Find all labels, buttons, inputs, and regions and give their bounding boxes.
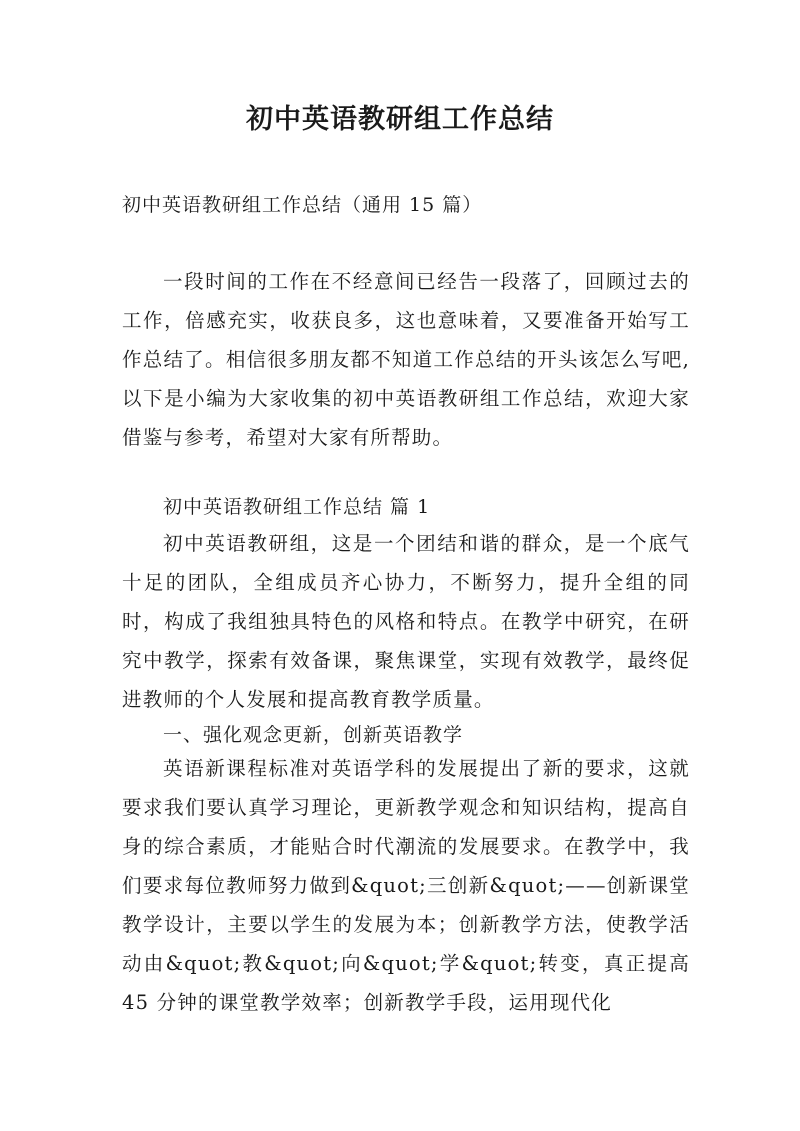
document-title: 初中英语教研组工作总结	[246, 104, 554, 135]
section-paragraph-1: 初中英语教研组，这是一个团结和谐的群众，是一个底气十足的团队，全组成员齐心协力，不断努力，提升全组的同时，构成了我组独具特色的风格和特点。在教学中研究，在研究中教学，探索有效备课，聚焦课堂，实现有效教学，最终促进教师的个人发展和提高教育教学质量。	[122, 532, 690, 711]
section-heading-one: 一、强化观念更新，创新英语教学	[163, 724, 464, 746]
intro-paragraph: 一段时间的工作在不经意间已经告一段落了，回顾过去的工作，倍感充实，收获良多，这也意味着，又要准备开始写工作总结了。相信很多朋友都不知道工作总结的开头该怎么写吧,以下是小编为大家收集的初中英语教研组工作总结，欢迎大家借鉴与参考，希望对大家有所帮助。	[122, 270, 690, 449]
section-title: 初中英语教研组工作总结 篇 1	[163, 496, 431, 518]
section-paragraph-2: 英语新课程标准对英语学科的发展提出了新的要求，这就要求我们要认真学习理论，更新教学观念和知识结构，提高自身的综合素质，才能贴合时代潮流的发展要求。在教学中，我们要求每位教师努力做到&quot;三创新&quot;——创新课堂教学设计，主要以学生的发展为本；创新教学方法，使教学活动由&quot;教&quot;向&quot;学&quot;转变，真正提高 45 分钟的课堂教学效率；创新教学手段，运用现代化	[122, 757, 690, 1014]
document-subtitle: 初中英语教研组工作总结（通用 15 篇）	[122, 194, 483, 216]
